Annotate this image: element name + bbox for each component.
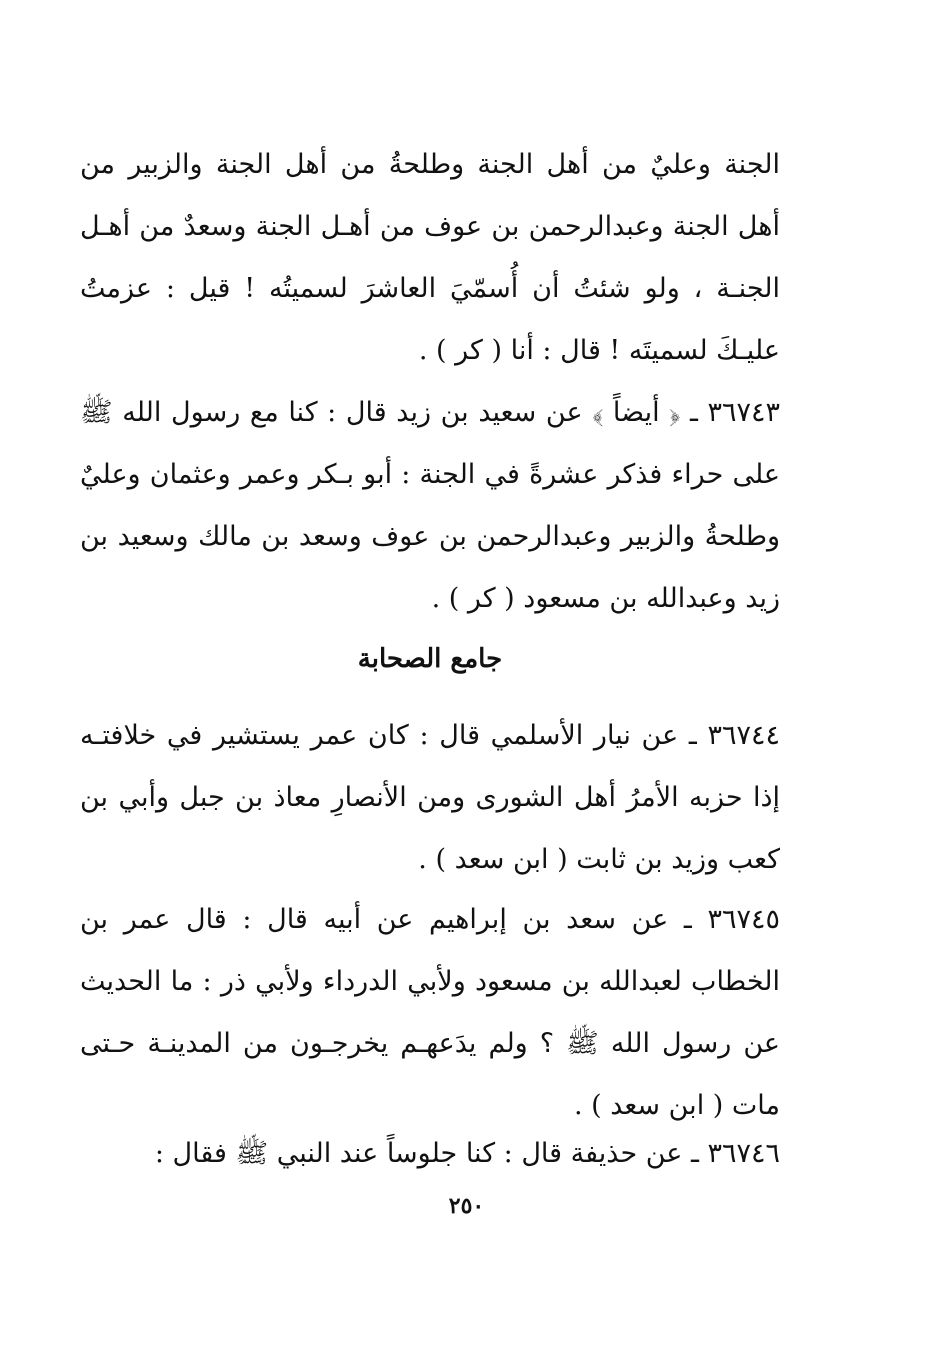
hadith-36745: ٣٦٧٤٥ ـ عن سعد بن إبراهيم عن أبيه قال : قال عمر بن الخطاب لعبدالله بن مسعود ولأبي الدرداء ولأبي ذر : ما الحديث عن رسول الله ﷺ ؟ ولم يدَعهـم يخرجـون من المدينـة حـتى مات ( ابن سعد ) .: [80, 904, 780, 1121]
page-number: ٢٥٠: [448, 1193, 485, 1219]
hadith-36746: ٣٦٧٤٦ ـ عن حذيفة قال : كنا جلوساً عند النبي ﷺ فقال :: [154, 1138, 780, 1169]
paragraph-continuation: الجنة وعليٌ من أهل الجنة وطلحةُ من أهل الجنة والزبير من أهل الجنة وعبدالرحمن بن عوف من أهـل الجنة وسعدٌ من أهـل الجنـة ، ولو شئتُ أن أُسمّيَ العاشرَ لسميتُه ! قيل : عزمتُ عليـكَ لسميتَه ! قال : أنا ( كر ) .: [80, 149, 780, 366]
hadith-36743: ٣٦٧٤٣ ـ ﴿ أيضاً ﴾ عن سعيد بن زيد قال : كنا مع رسول الله ﷺ على حراء فذكر عشرةً في الجنة : أبو بـكر وعمر وعثمان وعليٌ وطلحةُ والزبير وعبدالرحمن بن عوف وسعد بن مالك وسعيد بن زيد وعبدالله بن مسعود ( كر ) .: [80, 397, 780, 614]
section-heading: جامع الصحابة: [357, 643, 503, 674]
hadith-36744: ٣٦٧٤٤ ـ عن نيار الأسلمي قال : كان عمر يستشير في خلافتـه إذا حزبه الأمرُ أهل الشورى ومن الأنصارِ معاذ بن جبل وأبي بن كعب وزيد بن ثابت ( ابن سعد ) .: [80, 720, 780, 875]
